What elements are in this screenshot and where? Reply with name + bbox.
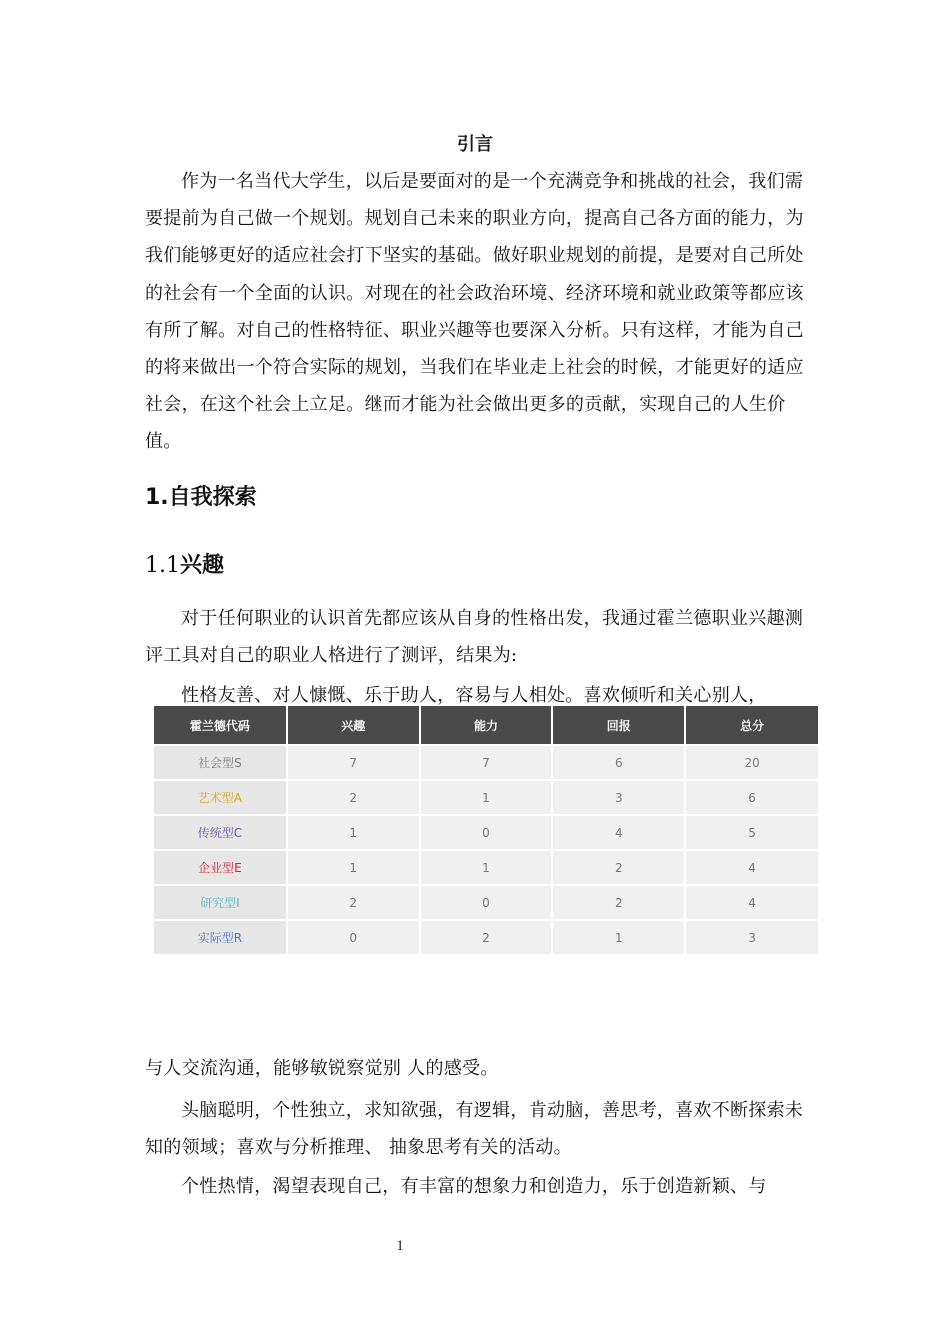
total-cell: 6 bbox=[685, 780, 818, 815]
table-row bbox=[154, 885, 818, 920]
interest-paragraph-4: 个性热情，渴望表现自己，有丰富的想象力和创造力，乐于创造新颖、与 bbox=[181, 1176, 767, 1197]
reward-cell: 4 bbox=[552, 815, 685, 850]
total-cell: 5 bbox=[685, 815, 818, 850]
intro-title: 引言 bbox=[457, 134, 493, 155]
code-cell: 研究型I bbox=[154, 885, 287, 920]
reward-cell: 1 bbox=[552, 920, 685, 954]
ability-cell: 0 bbox=[420, 815, 553, 850]
subsection-number: 1.1 bbox=[145, 553, 180, 578]
table-row bbox=[154, 815, 818, 850]
code-cell: 企业型E bbox=[154, 850, 287, 885]
table-header-cell: 能力 bbox=[420, 706, 553, 745]
ability-cell: 2 bbox=[420, 920, 553, 954]
total-cell: 3 bbox=[685, 920, 818, 954]
table-row bbox=[154, 850, 818, 885]
table-header-cell: 回报 bbox=[552, 706, 685, 745]
ability-cell: 0 bbox=[420, 885, 553, 920]
interest-cell: 2 bbox=[287, 780, 420, 815]
interest-paragraph-2-end: 与人交流沟通，能够敏锐察觉别 人的感受。 bbox=[145, 1058, 499, 1079]
interest-paragraph-2-start: 性格友善、对人慷慨、乐于助人，容易与人相处。喜欢倾听和关心别人， bbox=[181, 685, 767, 706]
reward-cell: 6 bbox=[552, 745, 685, 780]
table-header-row bbox=[154, 706, 818, 745]
interest-cell: 1 bbox=[287, 815, 420, 850]
reward-cell: 3 bbox=[552, 780, 685, 815]
ability-cell: 1 bbox=[420, 780, 553, 815]
holland-code-table bbox=[154, 706, 818, 954]
subsection-heading-interest bbox=[145, 548, 224, 579]
ability-cell: 7 bbox=[420, 745, 553, 780]
interest-cell: 2 bbox=[287, 885, 420, 920]
code-cell: 传统型C bbox=[154, 815, 287, 850]
reward-cell: 2 bbox=[552, 850, 685, 885]
interest-cell: 1 bbox=[287, 850, 420, 885]
table-row bbox=[154, 780, 818, 815]
table-header-cell: 霍兰德代码 bbox=[154, 706, 287, 745]
table-row bbox=[154, 745, 818, 780]
interest-paragraph-1: 对于任何职业的认识首先都应该从自身的性格出发，我通过霍兰德职业兴趣测评工具对自己的职业人格进行了测评，结果为: bbox=[145, 608, 804, 667]
code-cell: 社会型S bbox=[154, 745, 287, 780]
table-header-cell: 兴趣 bbox=[287, 706, 420, 745]
code-cell: 艺术型A bbox=[154, 780, 287, 815]
section-heading-self-exploration: 1.自我探索 bbox=[145, 485, 257, 510]
reward-cell: 2 bbox=[552, 885, 685, 920]
total-cell: 4 bbox=[685, 885, 818, 920]
interest-cell: 0 bbox=[287, 920, 420, 954]
total-cell: 4 bbox=[685, 850, 818, 885]
intro-paragraph: 作为一名当代大学生，以后是要面对的是一个充满竞争和挑战的社会，我们需要提前为自己做一个规划。规划自己未来的职业方向，提高自己各方面的能力，为我们能够更好的适应社会打下坚实的基础。做好职业规划的前提，是要对自己所处的社会有一个全面的认识。对现在的社会政治环境、经济环境和就业政策等都应该有所了解。对自己的性格特征、职业兴趣等也要深入分析。只有这样，才能为自己的将来做出一个符合实际的规划，当我们在毕业走上社会的时候，才能更好的适应社会，在这个社会上立足。继而才能为社会做出更多的贡献，实现自己的人生价值。 bbox=[145, 171, 804, 453]
total-cell: 20 bbox=[685, 745, 818, 780]
interest-cell: 7 bbox=[287, 745, 420, 780]
interest-paragraph-3: 头脑聪明，个性独立，求知欲强，有逻辑，肯动脑，善思考，喜欢不断探索未知的领域；喜欢与分析推理、 抽象思考有关的活动。 bbox=[145, 1100, 804, 1159]
table-header-cell: 总分 bbox=[685, 706, 818, 745]
ability-cell: 1 bbox=[420, 850, 553, 885]
code-cell: 实际型R bbox=[154, 920, 287, 954]
subsection-title: 兴趣 bbox=[180, 553, 225, 578]
table-row bbox=[154, 920, 818, 954]
page-number: 1 bbox=[396, 1238, 404, 1254]
